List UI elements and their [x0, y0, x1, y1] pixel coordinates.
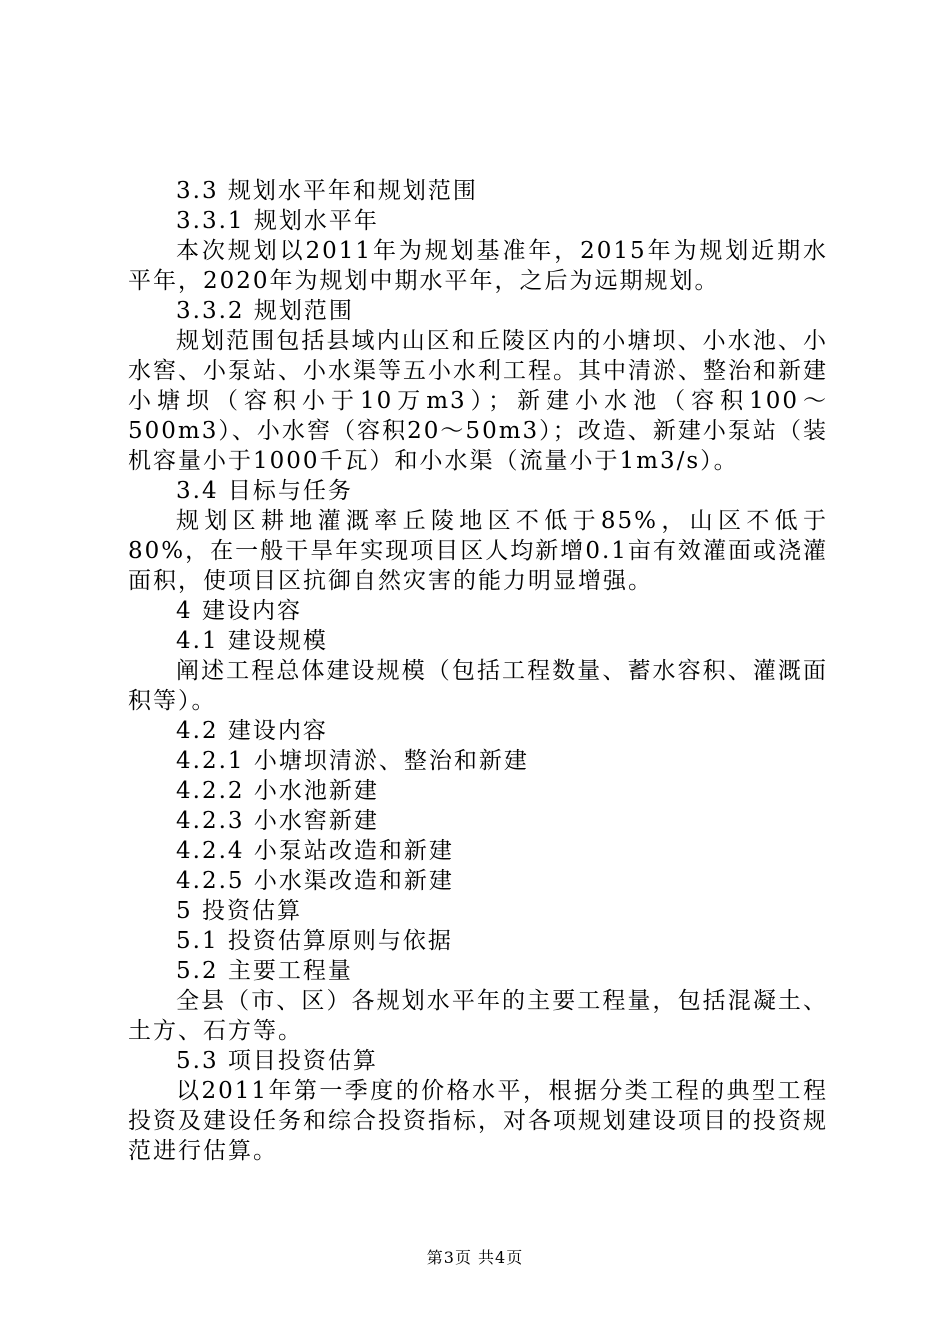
subsection-heading: 4.2.1 小塘坝清淤、整治和新建	[176, 748, 529, 774]
subsection-heading: 3.3.1 规划水平年	[176, 208, 379, 234]
section-heading: 3.3 规划水平年和规划范围	[176, 178, 478, 204]
body-paragraph: 本次规划以2011年为规划基准年，2015年为规划近期水平年，2020年为规划中期水平年，之后为远期规划。	[128, 238, 828, 294]
subsection-heading: 4.2.3 小水窖新建	[176, 808, 379, 834]
body-paragraph: 阐述工程总体建设规模（包括工程数量、蓄水容积、灌溉面积等）。	[128, 658, 828, 714]
section-heading: 3.4 目标与任务	[176, 478, 353, 504]
page-number-text: 第3页 共4页	[426, 1248, 524, 1267]
section-heading: 4.2 建设内容	[176, 718, 328, 744]
page-footer	[0, 1245, 950, 1268]
subsection-heading: 4.2.2 小水池新建	[176, 778, 379, 804]
subsection-heading: 4.2.4 小泵站改造和新建	[176, 838, 454, 864]
body-paragraph: 规划区耕地灌溉率丘陵地区不低于85%，山区不低于80%，在一般干旱年实现项目区人均新增0.1亩有效灌面或浇灌面积，使项目区抗御自然灾害的能力明显增强。	[128, 508, 828, 594]
subsection-heading: 3.3.2 规划范围	[176, 298, 354, 324]
document-body	[128, 176, 828, 1166]
chapter-heading: 4 建设内容	[176, 598, 302, 624]
body-paragraph: 以2011年第一季度的价格水平，根据分类工程的典型工程投资及建设任务和综合投资指标，对各项规划建设项目的投资规范进行估算。	[128, 1078, 828, 1164]
section-heading: 5.2 主要工程量	[176, 958, 353, 984]
chapter-heading: 5 投资估算	[176, 898, 302, 924]
section-heading: 4.1 建设规模	[176, 628, 328, 654]
body-paragraph: 全县（市、区）各规划水平年的主要工程量，包括混凝土、土方、石方等。	[128, 988, 828, 1044]
body-paragraph: 规划范围包括县域内山区和丘陵区内的小塘坝、小水池、小水窖、小泵站、小水渠等五小水利工程。其中清淤、整治和新建小塘坝（容积小于10万m3）；新建小水池（容积100～500m3）、小水窖（容积20～50m3）；改造、新建小泵站（装机容量小于1000千瓦）和小水渠（流量小于1m3/s）。	[128, 328, 828, 474]
subsection-heading: 4.2.5 小水渠改造和新建	[176, 868, 454, 894]
section-heading: 5.1 投资估算原则与依据	[176, 928, 453, 954]
section-heading: 5.3 项目投资估算	[176, 1048, 378, 1074]
